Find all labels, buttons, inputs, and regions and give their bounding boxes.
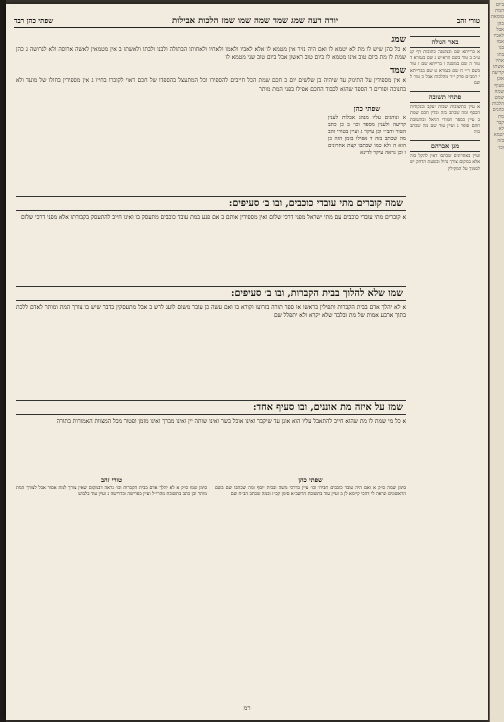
- siman-343-text: א כל כהן שיש לו מת לא יטמא לו ואם היה נזיר אין מטמא לו אלא לאביו ולאמו ולאחיו ולאחותו הבתולה ולבנו ולבתו ולאשתו ב אין מטמאין לאשה ארוסה ולא לגרושה ג כהן שמת לו מת ביום טוב אינו מטמא לו ביום טוב ראשון אבל ביום טוב שני מטמא לו: [16, 47, 406, 62]
- bottom-left-title: טורי זהב: [100, 476, 123, 484]
- bottom-left-text: סימן שמו ס״ק א לא יהלך אדם בבית הקברות וכו׳ נראה דבמקום שאין צורך למת אסור אבל לצורך המת מותר וכן כתב בתשובת מהרי״ל ועיין בפרישה ובדרישה ג ועיין עוד בלבוש: [16, 486, 207, 498]
- siman-343-heading: שמג: [391, 35, 406, 45]
- adjacent-page-text: ביום המת טומאה כהן אבל לאביו אמו בנו בתו אחיו אשתו קריעה אונן סעיף שמח שמט הלכות כהנים מת קבר לא יטמא בזה וכו׳: [490, 2, 504, 151]
- bottom-commentary-left: [16, 474, 207, 499]
- inner-gloss-column: [328, 102, 406, 161]
- header-leaf-label: טורי זהב: [456, 16, 480, 25]
- inner-gloss-text: א ונוהגים עליו מנהג אבלות לענין קריעה ולענין מספד וכו׳ ב כן כתב הטור והב״י וכן עיקר ג ועיין בטורי זהב מה שכתב בזה ד אפילו בזמן הזה כן הוא ה ולא כמו שכתבו קצת אחרונים ו וכן נראה עיקר לדינא: [328, 115, 406, 157]
- outer-column-title: באר הגולה: [410, 36, 480, 48]
- bottom-right-title: שפתי כהן: [298, 476, 323, 484]
- siman-347-banner: שמז על איזה מת אוננים, ובו סעיף אחד:: [16, 400, 406, 415]
- siman-346-block: [16, 304, 406, 323]
- running-header: [14, 14, 480, 28]
- siman-347-text: א כל מי שמת לו מת שהוא חייב להתאבל עליו הוא אונן עד שיקבר ואינו אוכל בשר ואינו שותה יין ואינו מברך ואינו מזמן ופטור מכל המצוות האמורות בתורה: [56, 419, 406, 425]
- outer-column-title-2: פתחי תשובה: [410, 91, 480, 103]
- inner-gloss-title: שפתי כהן: [353, 104, 381, 113]
- page-number: רמ: [243, 704, 251, 712]
- siman-346-text: א לא יהלך אדם בבית הקברות ותפילין בראשו או ספר תורה בזרועו וקורא בו ואם עשה כן עובר משום לועג לרש ב אבל מתעסקין בדבר שיש בו צורך המת ומותר לאדם ללכת בתוך ארבע אמות של מת ובלבד שלא יקרא ולא יתפלל שם: [16, 305, 406, 320]
- header-title: יורה דעה שמג שמד שמה שמו שמז הלכות אבילות: [172, 16, 339, 26]
- outer-column-title-3: מגן אברהם: [410, 140, 480, 152]
- book-page: [6, 4, 488, 720]
- bottom-right-text: סימן שמה ס״ק א ואם היה עובד כוכבים חבירו וכו׳ עיין בדרכי משה ובבית יוסף ומה שכתבו שם בשם הראשונים ונראה לי דהכי קיימא לן ב ועיין עוד בתשובת הרשב״א סימן קכ״ז ובמה שכתב הב״ח שם: [215, 486, 406, 498]
- siman-345-block: [16, 214, 406, 225]
- siman-345-text: א קוברים מתי עובדי כוכבים עם מתי ישראל מפני דרכי שלום ואין מספידין אותם ב אם פגע במת עובד כוכבים מתעסק בו ואינו חייב להתעסק בקבורתו אלא מפני דרכי שלום: [21, 215, 406, 221]
- siman-344-heading: שמד: [389, 66, 406, 77]
- header-upper-left: שפתי כהן רבד: [14, 16, 54, 25]
- main-text-upper: [16, 32, 406, 97]
- siman-346-banner: שמו שלא להלוך בבית הקברות, ובו ב׳ סעיפים:: [16, 286, 406, 301]
- adjacent-page-edge: [489, 0, 504, 722]
- siman-347-block: [16, 418, 406, 429]
- outer-column-text-3: ועיין באחרונים שכתבו דאין להקל בזה אלא במקום צורך גדול ובשעת הדחק יש לסמוך על המקילין: [410, 154, 480, 172]
- siman-344-text: א אין מספידין על התינוק עד שיהיה בן שלשים יום ב חכם שמת הכל חייבים להספידו וכל המתעצל בהספדו של חכם ראוי לקוברו בחייו ג אין מספידין בחולו של מועד ולא בחנוכה ופורים ד הספד שהוא לכבוד החכם אפילו בפני המת מותר: [16, 78, 406, 93]
- bottom-commentary-right: [215, 474, 406, 499]
- bottom-commentary: [16, 474, 406, 499]
- outer-commentary-column: [410, 32, 480, 177]
- outer-column-text: א ברייתא שם ובמשנה כתובות דף קג ע״ב ב טור בשם הרא״ש ג שם בגמרא ד טור ה שם במשנה ו ברייתא שם ז טור בשם ר״י ח שם בגמרא ט שם בברייתא י רמב״ם פרק י״ד מהלכות אבל כ טור ל שם: [410, 50, 480, 87]
- outer-column-text-2: א עיין בתשובות שבות יעקב ובנקודות הכסף ומה שכתב בזה ובדין חכם שמת ב עיין בספר חמודי דניאל ובתשובת חתם סופר ג ועיין עוד שם מה שכתב בזה: [410, 105, 480, 136]
- siman-345-banner: שמה קוברים מתי עובדי כוכבים, ובו ב׳ סעיפים:: [16, 196, 406, 211]
